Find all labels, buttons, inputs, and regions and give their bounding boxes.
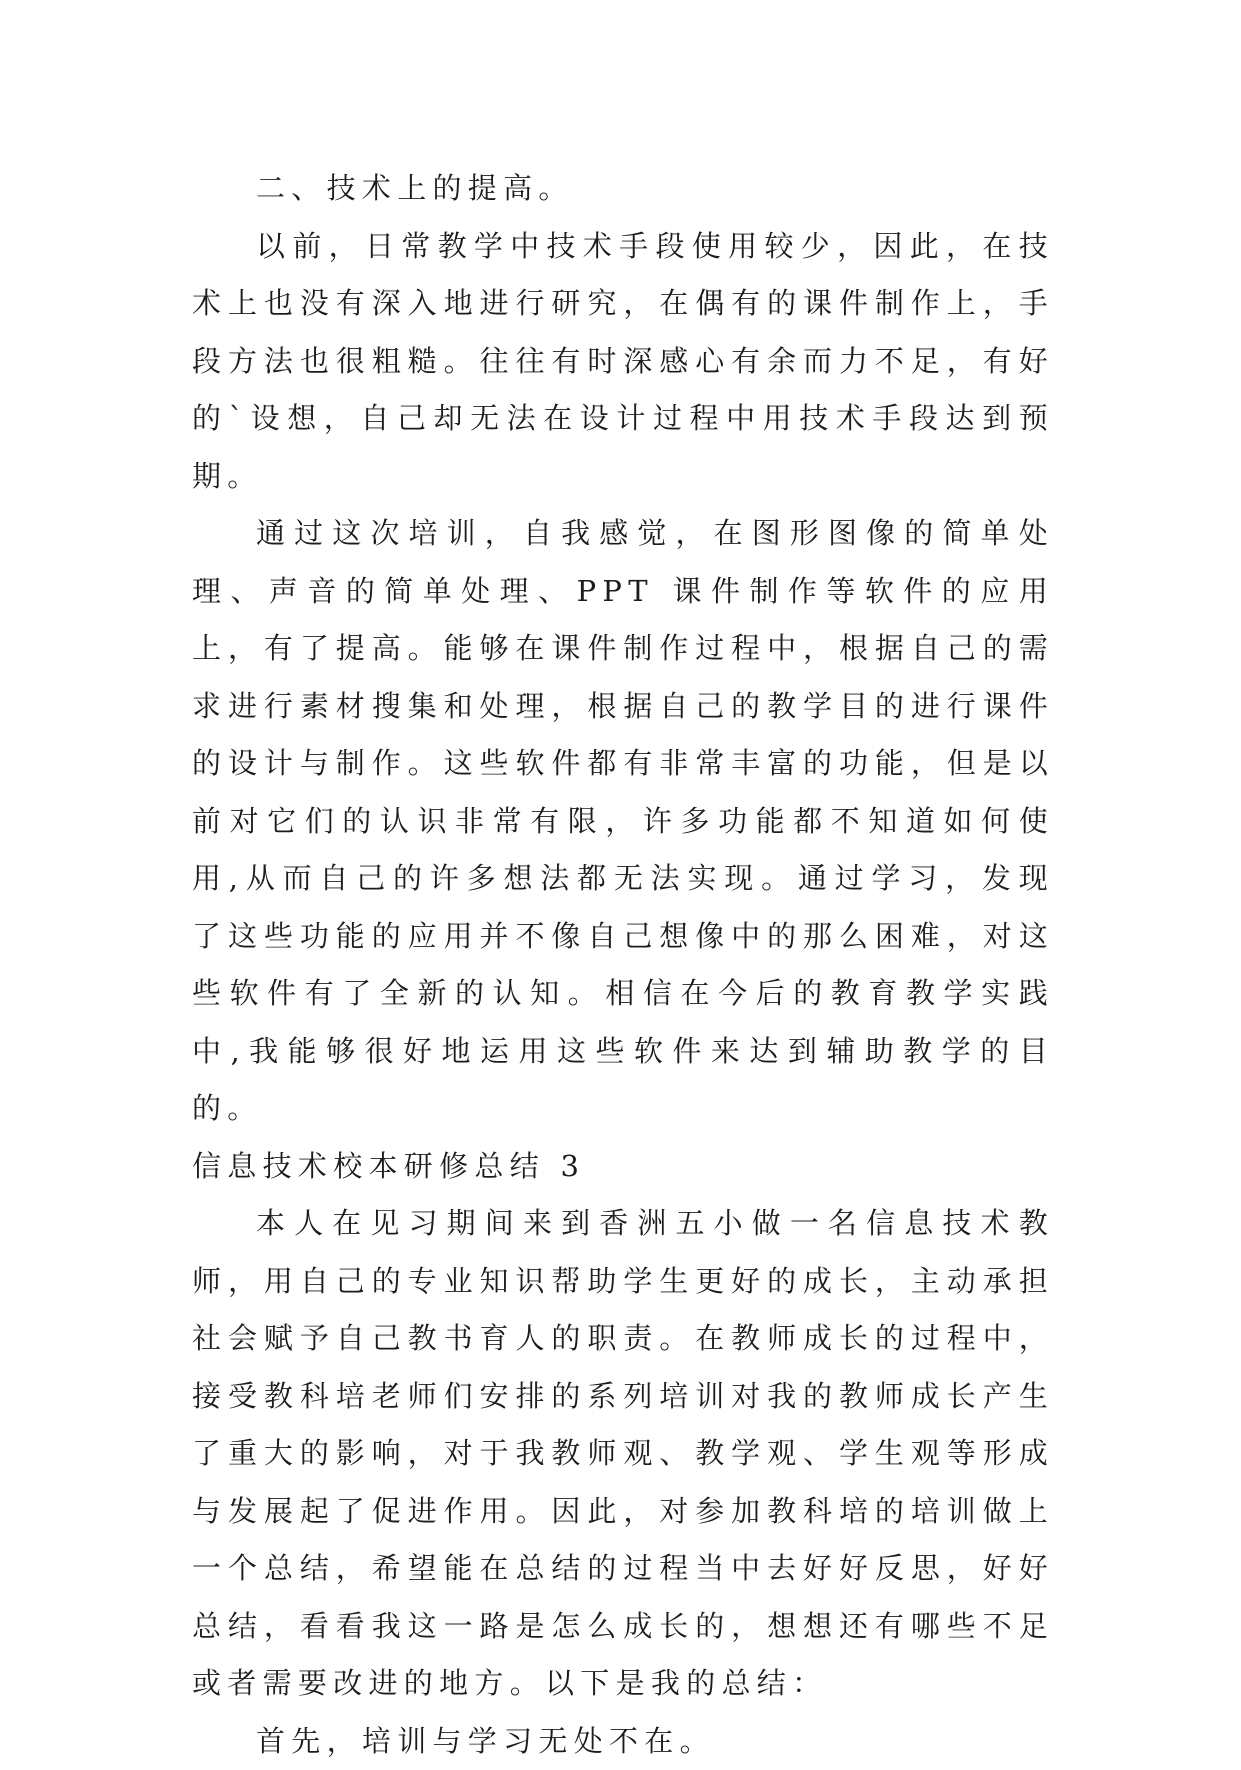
article-title-summary-3: 信息技术校本研修总结 3	[192, 1138, 1054, 1196]
paragraph-training-gains: 通过这次培训，自我感觉，在图形图像的简单处理、声音的简单处理、PPT 课件制作等软件的应用上，有了提高。能够在课件制作过程中，根据自己的需求进行素材搜集和处理，根据自己的教学目的进行课件的设计与制作。这些软件都有非常丰富的功能，但是以前对它们的认识非常有限，许多功能都不知道如何使用,从而自己的许多想法都无法实现。通过学习，发现了这些功能的应用并不像自己想像中的那么困难，对这些软件有了全新的认知。相信在今后的教育教学实践中,我能够很好地运用这些软件来达到辅助教学的目的。	[192, 505, 1054, 1138]
document-body	[192, 160, 1054, 1770]
paragraph-intro-summary: 本人在见习期间来到香洲五小做一名信息技术教师，用自己的专业知识帮助学生更好的成长，主动承担社会赋予自己教书育人的职责。在教师成长的过程中，接受教科培老师们安排的系列培训对我的教师成长产生了重大的影响，对于我教师观、教学观、学生观等形成与发展起了促进作用。因此，对参加教科培的培训做上一个总结，希望能在总结的过程当中去好好反思，好好总结，看看我这一路是怎么成长的，想想还有哪些不足或者需要改进的地方。以下是我的总结：	[192, 1195, 1054, 1713]
paragraph-previous-situation: 以前，日常教学中技术手段使用较少，因此，在技术上也没有深入地进行研究，在偶有的课件制作上，手段方法也很粗糙。往往有时深感心有余而力不足，有好的`设想，自己却无法在设计过程中用技术手段达到预期。	[192, 218, 1054, 506]
section-heading-technical-improvement: 二、技术上的提高。	[192, 160, 1054, 218]
paragraph-first-point: 首先，培训与学习无处不在。	[192, 1713, 1054, 1770]
